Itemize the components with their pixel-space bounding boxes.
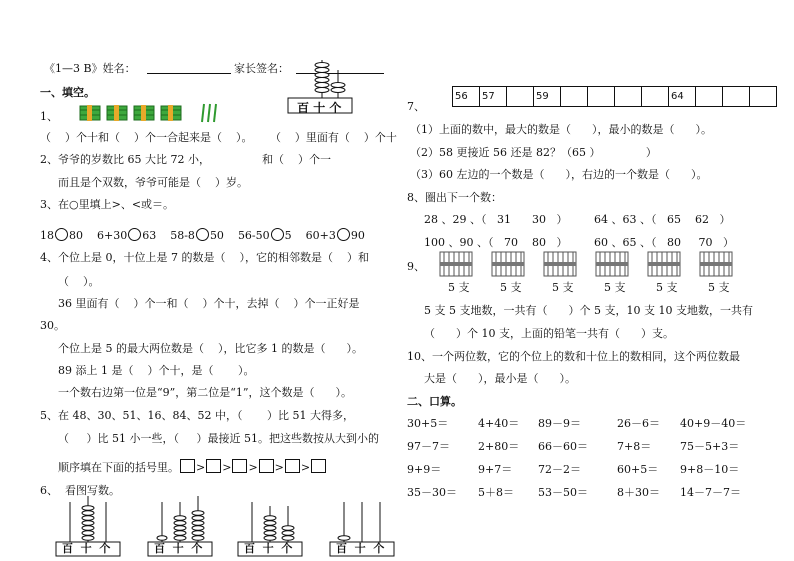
cell[interactable] [750, 87, 777, 107]
bundle-label: 5 支 [708, 281, 730, 294]
q4-b: （ ）。 [58, 275, 100, 288]
q1-line: （ ）个十和（ ）个一合起来是（ ）。 （ ）里面有（ ）个十 [40, 131, 397, 144]
q9-b: （ ）个 10 支，上面的铅笔一共有（ ）支。 [424, 327, 674, 340]
calc-item: 26－6＝ [617, 417, 660, 430]
calc-item: 9+9＝ [407, 463, 442, 476]
calc-item: 8＋30＝ [617, 486, 660, 499]
q8-row-3: 100 、90 、（ 70 80 ） [424, 236, 568, 249]
q8-row-2: 64 、63 、（ 65 62 ） [594, 213, 731, 226]
compare-circle[interactable] [337, 228, 350, 241]
order-box[interactable] [285, 459, 300, 473]
q7-number: 7、 [407, 100, 425, 113]
q10-b: 大是（ ），最小是（ ）。 [424, 372, 576, 385]
bundle-label: 5 支 [604, 281, 626, 294]
q7-c: （3）60 左边的一个数是（ ），右边的一个数是（ ）。 [410, 168, 708, 181]
calc-item: 97－7＝ [407, 440, 450, 453]
q3-title: 3、在○里填上>、<或＝。 [40, 198, 175, 211]
q2-a: 2、爷爷的岁数比 65 大比 72 小， [40, 153, 210, 166]
name-blank[interactable] [147, 73, 231, 74]
compare-circle[interactable] [271, 228, 284, 241]
cell: 64 [669, 87, 696, 107]
section2-heading: 二、口算。 [407, 395, 462, 408]
q4-a: 4、个位上是 0，十位上是 7 的数是（ ），它的相邻数是（ ）和 [40, 251, 369, 264]
calc-item: 9+8－10＝ [680, 463, 740, 476]
header-title: 《1—3 B》姓名： [44, 62, 136, 75]
pencil-bundles-icon [440, 252, 760, 282]
calc-item: 5＋8＝ [478, 486, 514, 499]
cell[interactable] [588, 87, 615, 107]
q10-a: 10、一个两位数，它的个位上的数和十位上的数相同，这个两位数最 [407, 350, 740, 363]
compare-circle[interactable] [196, 228, 209, 241]
abacus-4-label: 百 十 个 [336, 542, 385, 555]
abacus-2-label: 百 十 个 [154, 542, 203, 555]
q5-a: 5、在 48、30、51、16、84、52 中，（ ）比 51 大得多， [40, 409, 354, 422]
calc-item: 75－5+3＝ [680, 440, 740, 453]
q5-b: （ ）比 51 小一些，（ ）最接近 51。把这些数按从大到小的 [58, 432, 379, 445]
header-abacus-label: 百 十 个 [297, 101, 342, 115]
compare-circle[interactable] [55, 228, 68, 241]
q6-title: 6、 看图写数。 [40, 484, 120, 497]
q4-d: 30。 [40, 319, 65, 332]
bundle-label: 5 支 [448, 281, 470, 294]
abacus-3-label: 百 十 个 [244, 542, 293, 555]
calc-item: 30+5＝ [407, 417, 449, 430]
bundle-label: 5 支 [656, 281, 678, 294]
cell[interactable] [507, 87, 534, 107]
order-box[interactable] [206, 459, 221, 473]
calc-item: 35－30＝ [407, 486, 457, 499]
q3-items: 18 80 6+30 63 58-8 50 56-50 5 60+3 90 [40, 229, 365, 242]
q4-g: 一个数右边第一位是“9”，第二位是“1”，这个数是（ ）。 [58, 386, 352, 399]
calc-item: 72－2＝ [538, 463, 581, 476]
parent-sign-label: 家长签名： [234, 62, 289, 75]
calc-item: 53－50＝ [538, 486, 588, 499]
q4-e: 个位上是 5 的最大两位数是（ ），比它多 1 的数是（ ）。 [58, 342, 363, 355]
cell[interactable] [642, 87, 669, 107]
calc-item: 2+80＝ [478, 440, 520, 453]
abacus-1-label: 百 十 个 [62, 542, 111, 555]
q9-number: 9、 [407, 260, 425, 273]
q7-b: （2）58 更接近 56 还是 82？（65 ） ） [410, 146, 657, 159]
q9-a: 5 支 5 支地数，一共有（ ）个 5 支，10 支 10 支地数，一共有 [424, 304, 753, 317]
cell[interactable] [615, 87, 642, 107]
calc-item: 66－60＝ [538, 440, 588, 453]
q8-title: 8、圈出下一个数： [407, 191, 502, 204]
calc-item: 7+8＝ [617, 440, 652, 453]
calc-item: 4+40＝ [478, 417, 520, 430]
cell: 56 [453, 87, 480, 107]
green-bundles-icon [80, 104, 260, 124]
cell[interactable] [723, 87, 750, 107]
calc-item: 14－7－7＝ [680, 486, 741, 499]
calc-item: 9+7＝ [478, 463, 513, 476]
q8-row-1: 28 、29 、（ 31 30 ） [424, 213, 568, 226]
order-box[interactable] [311, 459, 326, 473]
compare-circle[interactable] [128, 228, 141, 241]
number-strip [452, 86, 777, 107]
bundle-label: 5 支 [500, 281, 522, 294]
q5-c: 顺序填在下面的括号里。 > > > > > [58, 459, 327, 475]
cell: 59 [534, 87, 561, 107]
q2-b: 和（ ）个一 [262, 153, 331, 166]
cell[interactable] [561, 87, 588, 107]
calc-item: 89－9＝ [538, 417, 581, 430]
order-box[interactable] [232, 459, 247, 473]
q1-number: 1、 [40, 110, 58, 123]
q4-c: 36 里面有（ ）个一和（ ）个十，去掉（ ）个一正好是 [58, 297, 360, 310]
order-box[interactable] [259, 459, 274, 473]
q8-row-4: 60 、65 、（ 80 70 ） [594, 236, 734, 249]
bundle-label: 5 支 [552, 281, 574, 294]
cell[interactable] [696, 87, 723, 107]
calc-item: 60+5＝ [617, 463, 659, 476]
cell: 57 [480, 87, 507, 107]
section1-heading: 一、填空。 [40, 86, 95, 99]
calc-item: 40+9－40＝ [680, 417, 747, 430]
q4-f: 89 添上 1 是（ ）个十，是（ ）。 [58, 364, 255, 377]
q7-a: （1）上面的数中，最大的数是（ ），最小的数是（ ）。 [410, 123, 712, 136]
q2-c: 而且是个双数，爷爷可能是（ ）岁。 [58, 176, 248, 189]
order-box[interactable] [180, 459, 195, 473]
